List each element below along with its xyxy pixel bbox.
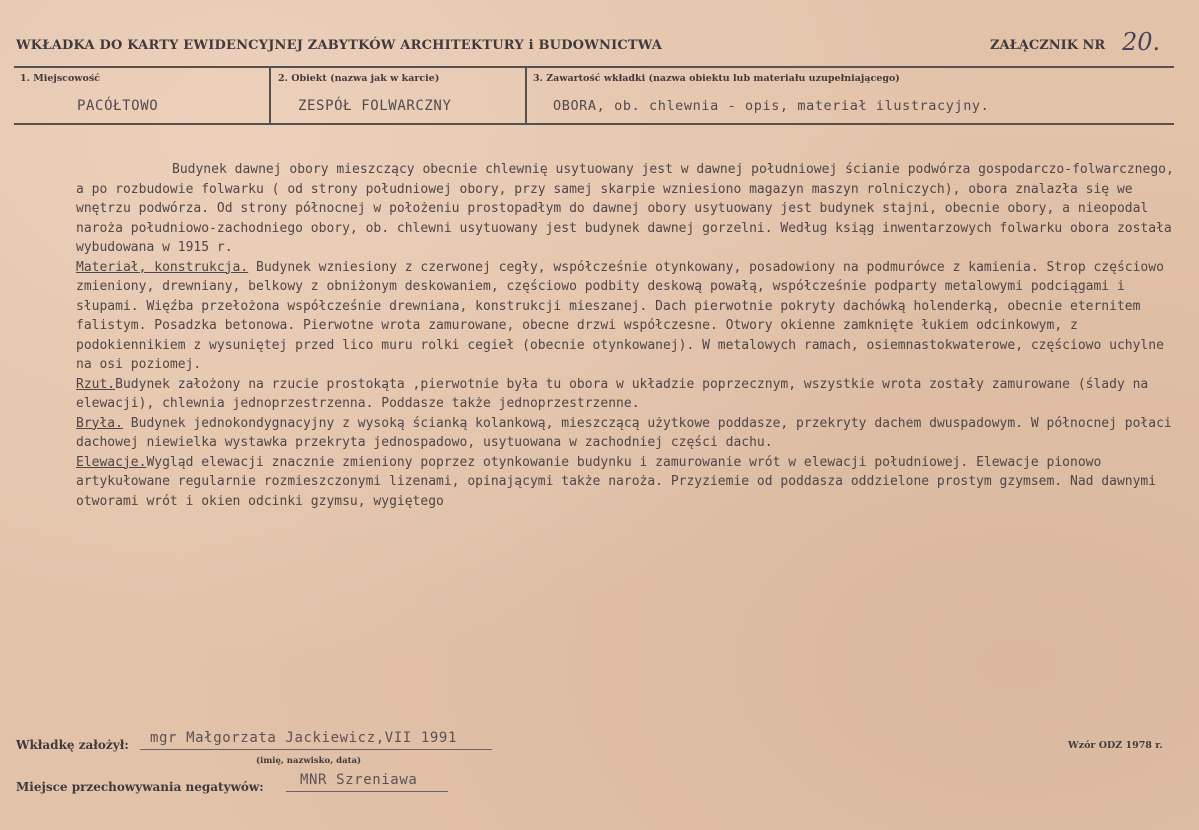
founded-underline bbox=[140, 749, 492, 750]
field-label-locality: 1. Miejscowość bbox=[20, 73, 100, 84]
section-text-material: Budynek wzniesiony z czerwonej cegły, współcześnie otynkowany, posadowiony na podmurówce z kamienia. Strop częściowo zmieniony, drewniany, belkowy z obniżonym deskowaniem, częściowo podbity deskową powałą, współcześnie podparty metalowymi podciągami i słupami. Więźba przełożona współcześnie drewniana, konstrukcji mieszanej. Dach pierwotnie pokryty dachówką holenderką, obecnie eternitem falistym. Posadzka betonowa. Pierwotne wrota zamurowane, obecne drzwi współczesne. Otwory okienne zamknięte łukiem odcinkowym, z podokiennikiem z wysuniętej przed lico muru rolki cegieł (obecnie otynkowanej). W metalowych ramach, osiemnastokwaterowe, częściowo uchylne na osi poziomej. bbox=[76, 259, 1164, 372]
negatives-value: MNR Szreniawa bbox=[300, 772, 418, 788]
section-elevations bbox=[76, 453, 1186, 512]
field-value-object: ZESPÓŁ FOLWARCZNY bbox=[298, 98, 452, 114]
section-heading-material: Materiał, konstrukcja. bbox=[76, 259, 249, 275]
annex-number: 20. bbox=[1122, 28, 1161, 56]
section-plan bbox=[76, 375, 1186, 414]
intro-text: Budynek dawnej obory mieszczący obecnie chlewnię usytuowany jest w dawnej południowej ścianie podwórza gospodarczo-folwarcznego, a po rozbudowie folwarku ( od strony południowej obory, przy samej skarpie wzniesiono magazyn maszyn rolniczych), obora znalazła się we wnętrzu podwórza. Od strony północnej w położeniu prostopadłym do dawnej obory usytuowany jest budynek stajni, obecnie obory, a nieopodal naroża południowo-zachodniego obory, ob. chlewni usytuowany jest budynek dawnej gorzelni. Według ksiąg inwentarzowych folwarku obora została wybudowana w 1915 r. bbox=[76, 162, 1174, 255]
field-value-contents: OBORA, ob. chlewnia - opis, materiał ilustracyjny. bbox=[553, 98, 990, 114]
negatives-underline bbox=[286, 791, 448, 792]
field-divider-2 bbox=[525, 67, 527, 124]
field-label-object: 2. Obiekt (nazwa jak w karcie) bbox=[278, 73, 440, 84]
section-text-elevations: Wygląd elewacji znacznie zmieniony poprzez otynkowanie budynku i zamurowanie wrót w elewacji południowej. Elewacje pionowo artykułowane regularnie rozmieszczonymi lizenami, opinającymi także naroża. Przyziemie od poddasza oddzielone prostym gzymsem. Nad dawnymi otworami wrót i okien odcinki gzymsu, wygiętego bbox=[76, 454, 1157, 509]
founded-value: mgr Małgorzata Jackiewicz,VII 1991 bbox=[150, 730, 457, 746]
description-body bbox=[76, 160, 1186, 511]
form-title: WKŁADKA DO KARTY EWIDENCYJNEJ ZABYTKÓW ARCHITEKTURY i BUDOWNICTWA bbox=[16, 38, 663, 53]
section-material bbox=[76, 258, 1186, 375]
field-divider-1 bbox=[269, 67, 271, 124]
section-massing bbox=[76, 414, 1186, 453]
section-text-massing: Budynek jednokondygnacyjny z wysoką ścianką kolankową, mieszczącą użytkowe poddasze, przekryty dachem dwuspadowym. W północnej połaci dachowej niewielka wystawka przekryta jednospadowo, usytuowana w zachodniej części dachu. bbox=[76, 415, 1172, 450]
intro-paragraph bbox=[76, 160, 1186, 258]
annex-label: ZAŁĄCZNIK NR bbox=[990, 38, 1106, 53]
field-label-contents: 3. Zawartość wkładki (nazwa obiektu lub materiału uzupełniającego) bbox=[533, 73, 900, 84]
section-heading-massing: Bryła. bbox=[76, 415, 123, 431]
negatives-label: Miejsce przechowywania negatywów: bbox=[16, 780, 264, 794]
section-text-plan: Budynek założony na rzucie prostokąta ,pierwotnie była tu obora w układzie poprzecznym, wszystkie wrota zostały zamurowane (ślady na elewacji), chlewnia jednoprzestrzenna. Poddasze także jednoprzestrzenne. bbox=[76, 376, 1149, 411]
form-model: Wzór ODZ 1978 r. bbox=[1068, 740, 1163, 751]
header-bottom-rule bbox=[14, 123, 1174, 125]
section-heading-plan: Rzut. bbox=[76, 376, 116, 392]
field-value-locality: PACÓŁTOWO bbox=[77, 98, 159, 114]
founded-hint: (imię, nazwisko, data) bbox=[256, 756, 362, 766]
header-top-rule bbox=[14, 66, 1174, 68]
section-heading-elevations: Elewacje. bbox=[76, 454, 147, 470]
founded-label: Wkładkę założył: bbox=[16, 738, 129, 752]
